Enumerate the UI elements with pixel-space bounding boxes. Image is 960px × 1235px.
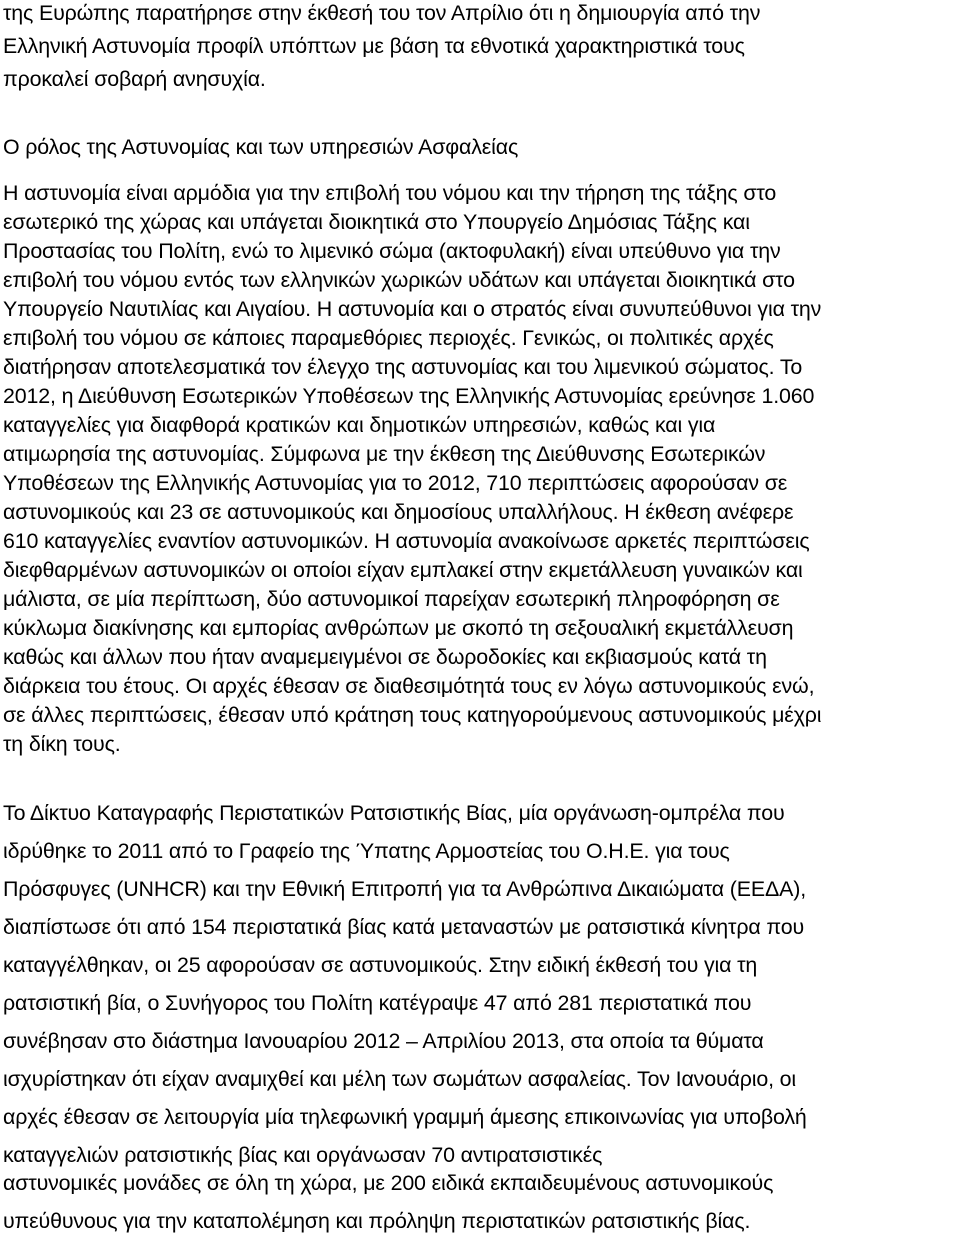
text-line: διεφθαρμένων αστυνομικών οι οποίοι είχαν εμπλακεί στην εκμετάλλευση γυναικών και	[3, 558, 803, 582]
text-line: επιβολή του νόμου σε κάποιες παραμεθόριες περιοχές. Γενικώς, οι πολιτικές αρχές	[3, 326, 774, 350]
text-line: σε άλλες περιπτώσεις, έθεσαν υπό κράτηση τους κατηγορούμενους αστυνομικούς μέχρι	[3, 703, 822, 727]
text-line: Υποθέσεων της Ελληνικής Αστυνομίας για το 2012, 710 περιπτώσεις αφορούσαν σε	[3, 471, 788, 495]
text-line: καθώς και άλλων που ήταν αναμεμειγμένοι σε δωροδοκίες και εκβιασμούς κατά τη	[3, 645, 767, 669]
text-line: ρατσιστική βία, ο Συνήγορος του Πολίτη κατέγραψε 47 από 281 περιστατικά που	[3, 991, 752, 1015]
text-line: ισχυρίστηκαν ότι είχαν αναμιχθεί και μέλη των σωμάτων ασφαλείας. Τον Ιανουάριο, οι	[3, 1067, 797, 1091]
text-line: μάλιστα, σε μία περίπτωση, δύο αστυνομικοί παρείχαν εσωτερική πληροφόρηση σε	[3, 587, 780, 611]
text-line: κύκλωμα διακίνησης και εμπορίας ανθρώπων με σκοπό τη σεξουαλική εκμετάλλευση	[3, 616, 794, 640]
text-line: 2012, η Διεύθυνση Εσωτερικών Υποθέσεων της Ελληνικής Αστυνομίας ερεύνησε 1.060	[3, 384, 815, 408]
text-line: Το Δίκτυο Καταγραφής Περιστατικών Ρατσιστικής Βίας, μία οργάνωση-ομπρέλα που	[3, 801, 785, 825]
text-line: Η αστυνομία είναι αρμόδια για την επιβολή του νόμου και την τήρηση της τάξης στο	[3, 181, 777, 205]
text-line: προκαλεί σοβαρή ανησυχία.	[3, 67, 266, 91]
text-line: αστυνομικές μονάδες σε όλη τη χώρα, με 200 ειδικά εκπαιδευμένους αστυνομικούς	[3, 1171, 774, 1195]
section-heading: Ο ρόλος της Αστυνομίας και των υπηρεσιών Ασφαλείας	[3, 135, 519, 159]
text-line: διάρκεια του έτους. Οι αρχές έθεσαν σε διαθεσιμότητά τους εν λόγω αστυνομικούς ενώ,	[3, 674, 815, 698]
text-line: καταγγέλθηκαν, οι 25 αφορούσαν σε αστυνομικούς. Στην ειδική έκθεσή του για τη	[3, 953, 758, 977]
text-line: εσωτερικό της χώρας και υπάγεται διοικητικά στο Υπουργείο Δημόσιας Τάξης και	[3, 210, 750, 234]
text-line: αστυνομικούς και 23 σε αστυνομικούς και δημοσίους υπαλλήλους. Η έκθεση ανέφερε	[3, 500, 794, 524]
text-line: Προστασίας του Πολίτη, ενώ το λιμενικό σώμα (ακτοφυλακή) είναι υπεύθυνο για την	[3, 239, 781, 263]
text-line: της Ευρώπης παρατήρησε στην έκθεσή του τον Απρίλιο ότι η δημιουργία από την	[3, 1, 761, 25]
text-line: ιδρύθηκε το 2011 από το Γραφείο της Ύπατης Αρμοστείας του Ο.Η.Ε. για τους	[3, 839, 730, 863]
text-line: διατήρησαν αποτελεσματικά τον έλεγχο της αστυνομίας και του λιμενικού σώματος. Το	[3, 355, 803, 379]
text-line: Ελληνική Αστυνομία προφίλ υπόπτων με βάση τα εθνοτικά χαρακτηριστικά τους	[3, 34, 745, 58]
text-line: καταγγελίες για διαφθορά κρατικών και δημοτικών υπηρεσιών, καθώς και για	[3, 413, 716, 437]
text-line: καταγγελιών ρατσιστικής βίας και οργάνωσαν 70 αντιρατσιστικές	[3, 1143, 603, 1167]
text-line: τη δίκη τους.	[3, 732, 121, 756]
text-line: 610 καταγγελίες εναντίον αστυνομικών. Η αστυνομία ανακοίνωσε αρκετές περιπτώσεις	[3, 529, 810, 553]
text-line: συνέβησαν στο διάστημα Ιανουαρίου 2012 – Απριλίου 2013, στα οποία τα θύματα	[3, 1029, 764, 1053]
text-line: Υπουργείο Ναυτιλίας και Αιγαίου. Η αστυνομία και ο στρατός είναι συνυπεύθυνοι για την	[3, 297, 822, 321]
text-line: ατιμωρησία της αστυνομίας. Σύμφωνα με την έκθεση της Διεύθυνσης Εσωτερικών	[3, 442, 766, 466]
text-line: υπεύθυνους για την καταπολέμηση και πρόληψη περιστατικών ρατσιστικής βίας.	[3, 1209, 751, 1233]
text-line: Πρόσφυγες (UNHCR) και την Εθνική Επιτροπή για τα Ανθρώπινα Δικαιώματα (ΕΕΔΑ),	[3, 877, 806, 901]
text-line: αρχές έθεσαν σε λειτουργία μία τηλεφωνική γραμμή άμεσης επικοινωνίας για υποβολή	[3, 1105, 807, 1129]
text-line: διαπίστωσε ότι από 154 περιστατικά βίας κατά μεταναστών με ρατσιστικά κίνητρα που	[3, 915, 804, 939]
text-line: επιβολή του νόμου εντός των ελληνικών χωρικών υδάτων και υπάγεται διοικητικά στο	[3, 268, 795, 292]
